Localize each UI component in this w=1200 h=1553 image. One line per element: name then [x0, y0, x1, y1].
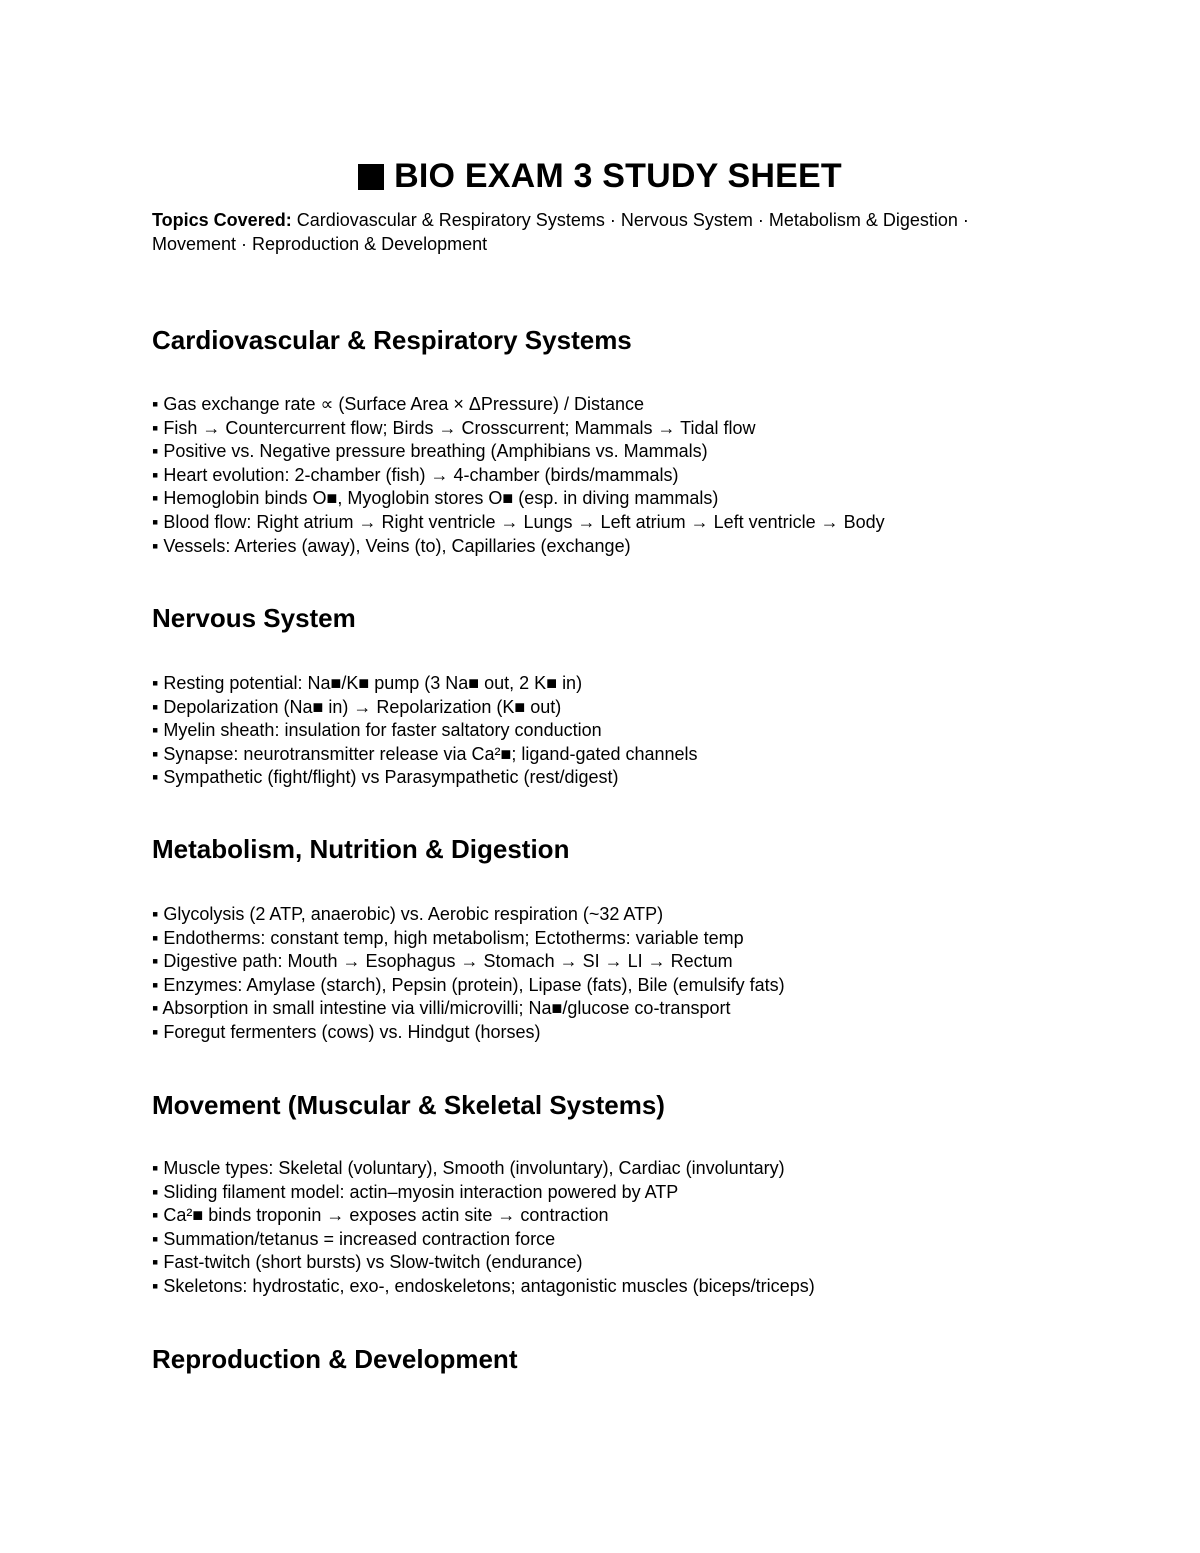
- list-item: ▪ Synapse: neurotransmitter release via Ca²■; ligand-gated channels: [152, 743, 698, 764]
- section-heading: Reproduction & Development: [152, 1344, 518, 1374]
- title-text: BIO EXAM 3 STUDY SHEET: [394, 157, 842, 195]
- section-heading: Movement (Muscular & Skeletal Systems): [152, 1090, 665, 1120]
- list-item: ▪ Summation/tetanus = increased contraction force: [152, 1228, 556, 1249]
- list-item: ▪ Glycolysis (2 ATP, anaerobic) vs. Aerobic respiration (~32 ATP): [152, 904, 664, 924]
- list-item: ▪ Vessels: Arteries (away), Veins (to), Capillaries (exchange): [152, 535, 631, 556]
- section-reproduction: [152, 1343, 1052, 1375]
- list-item: ▪ Absorption in small intestine via villi/microvilli; Na■/glucose co-transport: [152, 998, 731, 1019]
- list-item: ▪ Muscle types: Skeletal (voluntary), Smooth (involuntary), Cardiac (involuntary): [152, 1158, 785, 1178]
- list-item: ▪ Positive vs. Negative pressure breathing (Amphibians vs. Mammals): [152, 441, 708, 462]
- list-item: ▪ Sympathetic (fight/flight) vs Parasympathetic (rest/digest): [152, 767, 619, 788]
- black-square-icon: [358, 164, 384, 190]
- list-item: ▪ Skeletons: hydrostatic, exo-, endoskeletons; antagonistic muscles (biceps/triceps): [152, 1275, 815, 1296]
- section-metabolism: [152, 833, 1052, 1042]
- topics-covered: [152, 208, 1052, 256]
- list-item: ▪ Foregut fermenters (cows) vs. Hindgut (horses): [152, 1021, 541, 1042]
- list-item: ▪ Fish → Countercurrent flow; Birds → Crosscurrent; Mammals → Tidal flow: [152, 417, 756, 438]
- list-item: ▪ Heart evolution: 2-chamber (fish) → 4-chamber (birds/mammals): [152, 464, 679, 485]
- section-movement: [152, 1089, 1052, 1296]
- section-cardiovascular: [152, 324, 1052, 556]
- section-heading: Cardiovascular & Respiratory Systems: [152, 325, 632, 355]
- list-item: ▪ Blood flow: Right atrium → Right ventricle → Lungs → Left atrium → Left ventricle → Body: [152, 511, 885, 532]
- list-item: ▪ Endotherms: constant temp, high metabolism; Ectotherms: variable temp: [152, 927, 744, 948]
- bullet-list: [152, 393, 1052, 558]
- section-heading: Metabolism, Nutrition & Digestion: [152, 834, 570, 864]
- page-title: [0, 155, 1200, 197]
- list-item: ▪ Depolarization (Na■ in) → Repolarization (K■ out): [152, 696, 562, 717]
- list-item: ▪ Sliding filament model: actin–myosin interaction powered by ATP: [152, 1181, 679, 1202]
- bullet-list: [152, 672, 1052, 790]
- list-item: ▪ Ca²■ binds troponin → exposes actin site → contraction: [152, 1205, 609, 1226]
- list-item: ▪ Gas exchange rate ∝ (Surface Area × ΔPressure) / Distance: [152, 394, 644, 414]
- bullet-list: [152, 903, 1052, 1045]
- section-nervous: [152, 602, 1052, 788]
- list-item: ▪ Fast-twitch (short bursts) vs Slow-twitch (endurance): [152, 1252, 583, 1273]
- list-item: ▪ Enzymes: Amylase (starch), Pepsin (protein), Lipase (fats), Bile (emulsify fats): [152, 974, 785, 995]
- bullet-list: [152, 1157, 1052, 1299]
- list-item: ▪ Resting potential: Na■/K■ pump (3 Na■ out, 2 K■ in): [152, 673, 583, 693]
- topics-text: Cardiovascular & Respiratory Systems · Nervous System · Metabolism & Digestion · Movement · Reproduction & Development: [152, 210, 969, 254]
- list-item: ▪ Myelin sheath: insulation for faster saltatory conduction: [152, 720, 602, 741]
- section-heading: Nervous System: [152, 603, 356, 633]
- list-item: ▪ Digestive path: Mouth → Esophagus → Stomach → SI → LI → Rectum: [152, 951, 733, 972]
- list-item: ▪ Hemoglobin binds O■, Myoglobin stores O■ (esp. in diving mammals): [152, 488, 719, 509]
- topics-label: Topics Covered:: [152, 210, 292, 230]
